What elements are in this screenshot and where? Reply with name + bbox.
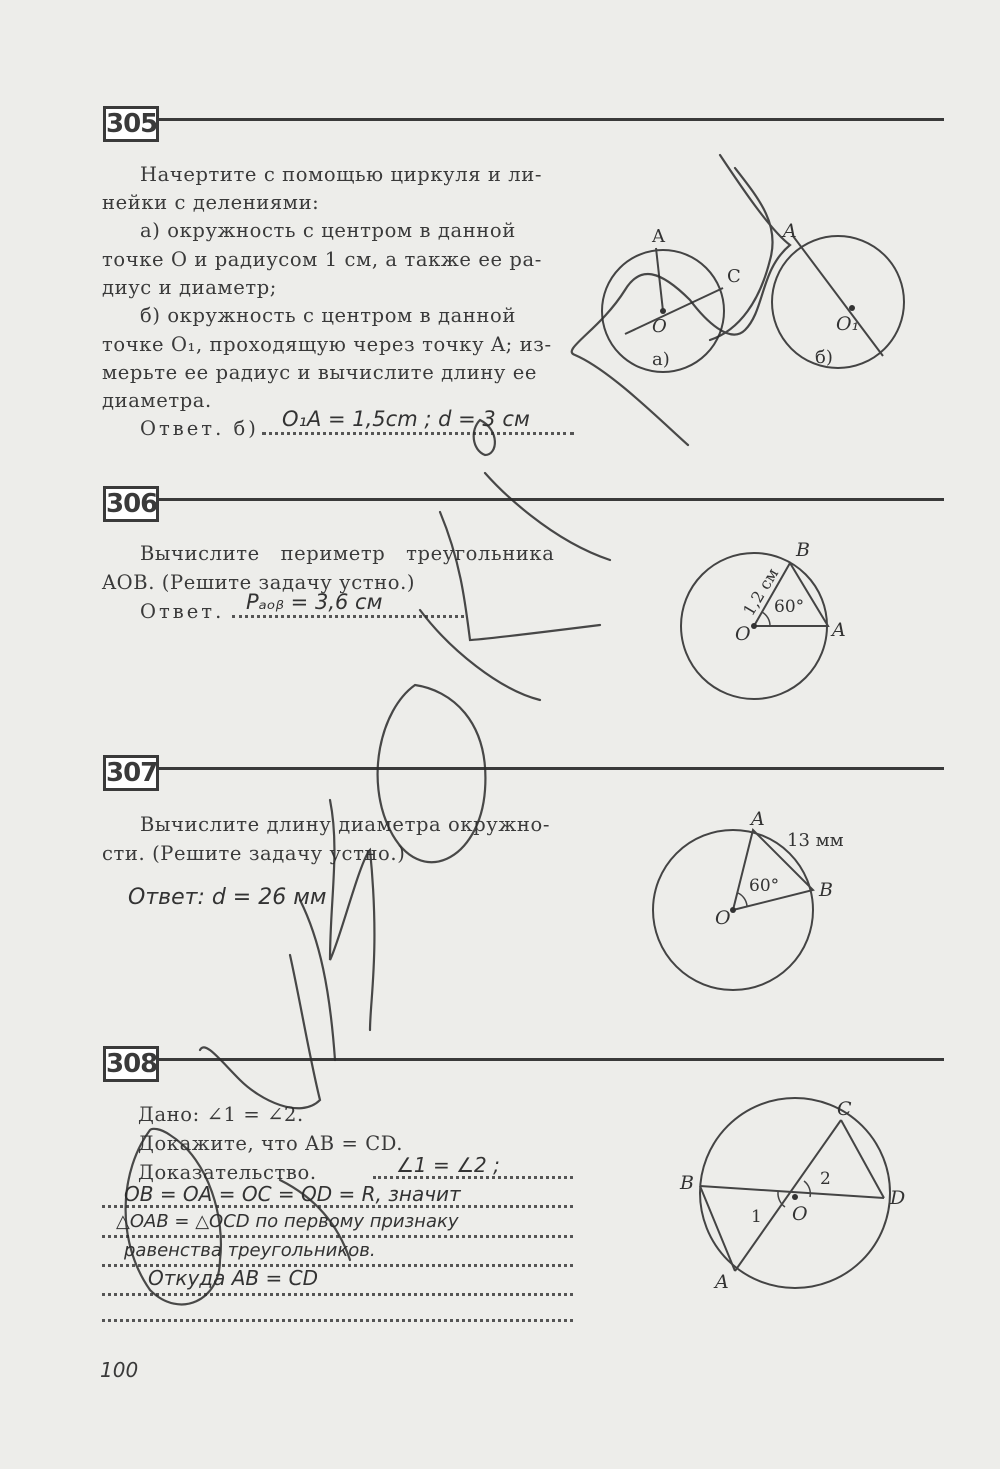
p307-line-1: Вычислите длину диаметра окружно-	[140, 813, 551, 836]
p306-label-radius: 1,2 см	[739, 564, 783, 620]
p305-label-part-a: а)	[652, 349, 670, 370]
p308-hw-line-4: равенства треугольников.	[124, 1240, 376, 1261]
p305-label-O: O	[652, 316, 667, 337]
p306-line-1: Вычислите периметр треугольника	[140, 542, 555, 565]
p307-figure	[640, 805, 870, 1000]
section-rule-307	[159, 767, 944, 770]
problem-number-306: 306	[103, 486, 159, 522]
p308-label-angle-1: 1	[751, 1207, 762, 1227]
p307-label-B: B	[819, 879, 833, 901]
p308-line-1: Дано: ∠1 = ∠2.	[138, 1103, 304, 1126]
p306-answer-label: Ответ.	[140, 600, 225, 623]
p305-figure	[600, 215, 920, 390]
p308-hw-line-5: Откуда AB = CD	[148, 1266, 318, 1290]
p307-label-A: A	[751, 808, 765, 830]
p305-line-2: нейки с делениями:	[102, 191, 320, 214]
p308-label-O: O	[792, 1203, 808, 1225]
p308-line-2: Докажите, что AB = CD.	[138, 1132, 404, 1155]
p305-line-6: б) окружность с центром в данной	[140, 304, 516, 327]
problem-number-307: 307	[103, 755, 159, 791]
page-number: 100	[100, 1358, 139, 1382]
p308-label-D: D	[890, 1187, 906, 1209]
p307-label-angle: 60°	[749, 876, 780, 896]
p308-label-angle-2: 2	[820, 1169, 831, 1189]
p306-line-2: AOB. (Решите задачу устно.)	[102, 571, 416, 594]
section-rule-306	[159, 498, 944, 501]
problem-number-308: 308	[103, 1046, 159, 1082]
p305-line-7: точке O₁, проходящую через точку A; из-	[102, 333, 552, 356]
p306-label-B: B	[796, 539, 810, 561]
p306-handwritten-answer: Pₐₒᵦ = 3,6 см	[246, 590, 383, 614]
p306-label-O: O	[735, 623, 751, 645]
p308-dots-3	[102, 1233, 573, 1238]
p306-label-angle: 60°	[774, 597, 805, 617]
p308-hw-line-1: ∠1 = ∠2 ;	[396, 1153, 500, 1177]
p308-label-B: B	[680, 1172, 694, 1194]
p305-label-part-b: б)	[815, 347, 833, 368]
p305-label-A-a: A	[652, 226, 665, 247]
p308-dots-5	[102, 1291, 573, 1296]
p308-hw-line-2: OB = OA = OC = OD = R, значит	[124, 1182, 461, 1206]
p305-line-3: а) окружность с центром в данной	[140, 219, 516, 242]
p307-line-2: сти. (Решите задачу устно.)	[102, 842, 406, 865]
p308-label-A: A	[715, 1271, 729, 1293]
section-rule-305	[159, 118, 944, 121]
p305-line-4: точке O и радиусом 1 см, а также ее ра-	[102, 248, 542, 271]
problem-number-305: 305	[103, 106, 159, 142]
section-rule-308	[159, 1058, 944, 1061]
p305-line-5: диус и диаметр;	[102, 276, 277, 299]
p305-handwritten-answer: O₁A = 1,5cm ; d = 3 см	[282, 407, 530, 431]
p305-line-8: мерьте ее радиус и вычислите длину ее	[102, 361, 538, 384]
p307-handwritten-answer: Ответ: d = 26 мм	[128, 885, 327, 910]
p307-label-O: O	[715, 907, 731, 929]
p305-label-C: C	[727, 266, 741, 287]
p305-label-O1: O₁	[836, 313, 860, 335]
p308-hw-line-3: △OAB = △OCD по первому признаку	[116, 1211, 459, 1232]
p308-figure	[670, 1095, 920, 1295]
p306-label-A: A	[832, 619, 846, 641]
p306-figure	[670, 535, 870, 705]
p305-answer-label: Ответ. б)	[140, 417, 259, 440]
p307-label-chord: 13 мм	[787, 830, 844, 851]
p305-line-1: Начертите с помощью циркуля и ли-	[140, 163, 543, 186]
p308-line-3: Доказательство.	[138, 1161, 317, 1184]
p308-label-C: C	[837, 1098, 852, 1120]
p305-line-9: диаметра.	[102, 389, 212, 412]
p305-label-A-b: A	[783, 220, 797, 242]
p308-dots-6	[102, 1317, 573, 1322]
